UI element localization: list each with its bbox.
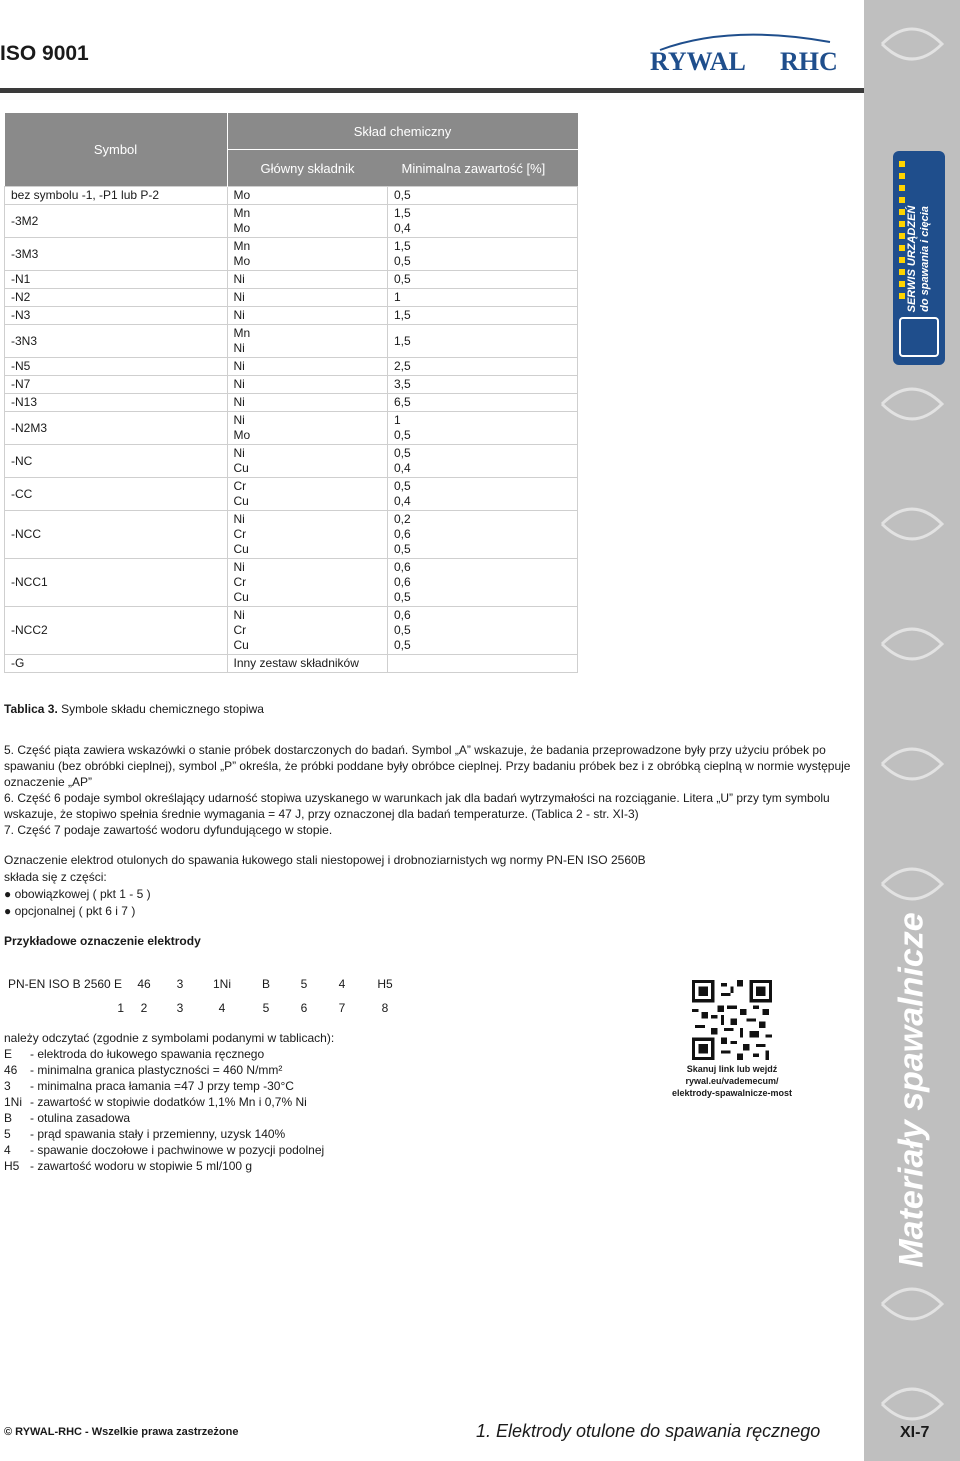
- service-badge: [893, 151, 945, 365]
- designation-number: 7: [338, 1001, 346, 1015]
- legend-value: - zawartość wodoru w stopiwie 5 ml/100 g: [30, 1159, 253, 1173]
- cell-symbol: -CC: [5, 478, 228, 511]
- cell-main: [227, 559, 388, 607]
- badge-line-1: SERWIS URZĄDZEŃ: [906, 205, 918, 313]
- cell-symbol: -G: [5, 655, 228, 673]
- cell-symbol: -NCC: [5, 511, 228, 559]
- cell-main-line: Mn: [233, 239, 251, 253]
- cell-main-line: Ni: [233, 413, 245, 427]
- cell-symbol: -NC: [5, 445, 228, 478]
- cell-min: [388, 271, 578, 289]
- cell-main-line: Ni: [233, 308, 245, 322]
- cell-min-line: 0,5: [394, 254, 411, 268]
- designation-part: 4: [338, 977, 346, 991]
- legend-item: [4, 1046, 324, 1062]
- legend-item: [4, 1062, 324, 1078]
- intro-line: składa się z części:: [4, 870, 107, 884]
- legend-value: - minimalna granica plastyczności = 460 N/mm²: [30, 1063, 283, 1077]
- qr-caption-line[interactable]: rywal.eu/vademecum/: [685, 1076, 779, 1086]
- cell-main-line: Cu: [233, 461, 249, 475]
- qr-caption-line[interactable]: elektrody-spawalnicze-most: [671, 1088, 793, 1098]
- cell-main-line: Cu: [233, 542, 249, 556]
- header-band: [0, 88, 864, 93]
- table-row: [5, 358, 578, 376]
- table-row: [5, 376, 578, 394]
- cell-symbol: -3N3: [5, 325, 228, 358]
- cell-main: [227, 289, 388, 307]
- cell-main: [227, 358, 388, 376]
- chemical-composition-table: [4, 113, 578, 673]
- caption-label: Tablica 3.: [4, 702, 58, 716]
- cell-main-line: Cr: [233, 575, 247, 589]
- cell-main-line: Mn: [233, 326, 251, 340]
- designation-numbers: [8, 998, 410, 1018]
- badge-line-2: do spawania i cięcia: [919, 206, 931, 312]
- cell-main: [227, 238, 388, 271]
- legend-key: 4: [4, 1143, 11, 1157]
- cell-main-line: Ni: [233, 290, 245, 304]
- cell-min: [388, 559, 578, 607]
- table-row: [5, 511, 578, 559]
- cell-main: [227, 607, 388, 655]
- cell-main-line: Inny zestaw składników: [233, 656, 359, 670]
- cell-main-line: Cr: [233, 479, 247, 493]
- cell-main-line: Cr: [233, 527, 247, 541]
- cell-min-line: 2,5: [394, 359, 411, 373]
- cell-main: [227, 205, 388, 238]
- cell-min-line: 0,5: [394, 623, 411, 637]
- example-heading: Przykładowe oznaczenie elektrody: [4, 934, 201, 948]
- cell-min: [388, 478, 578, 511]
- designation-number: 1: [117, 1001, 124, 1015]
- table-row: [5, 559, 578, 607]
- cell-min-line: 1: [394, 413, 401, 427]
- table-row: [5, 607, 578, 655]
- col-header-min: Minimalna zawartość [%]: [388, 150, 578, 187]
- cell-min-line: 0,6: [394, 575, 411, 589]
- cell-symbol: -3M3: [5, 238, 228, 271]
- cell-min: [388, 187, 578, 205]
- table-row: [5, 478, 578, 511]
- table-row: [5, 187, 578, 205]
- designation-number: 5: [262, 1001, 270, 1015]
- table-row: [5, 394, 578, 412]
- cell-min-line: 0,6: [394, 527, 411, 541]
- cell-min-line: 0,5: [394, 479, 411, 493]
- table-row: [5, 325, 578, 358]
- cell-main-line: Cu: [233, 638, 249, 652]
- rywal-rhc-logo: [640, 28, 860, 88]
- designation-part: 1Ni: [212, 977, 231, 991]
- cell-min-line: 1,5: [394, 239, 411, 253]
- legend-value: - prąd spawania stały i przemienny, uzysk 140%: [30, 1127, 286, 1141]
- table-row: [5, 289, 578, 307]
- cell-min-line: 0,4: [394, 494, 411, 508]
- table-body: [5, 187, 578, 673]
- table-row: [5, 412, 578, 445]
- page-number: XI-7: [900, 1424, 930, 1441]
- cell-symbol: -N5: [5, 358, 228, 376]
- cell-min: [388, 376, 578, 394]
- designation-number: 4: [218, 1001, 226, 1015]
- logo-text-rhc: RHC: [780, 47, 838, 76]
- designation-example: [8, 974, 410, 1022]
- cell-min-line: 0,5: [394, 446, 411, 460]
- cell-min-line: 0,5: [394, 188, 411, 202]
- vertical-title: Materiały spawalnicze: [892, 912, 931, 1268]
- legend-key: 46: [4, 1063, 18, 1077]
- cell-symbol: -N2M3: [5, 412, 228, 445]
- designation-part: 5: [300, 977, 308, 991]
- table-row: [5, 445, 578, 478]
- cell-main: [227, 412, 388, 445]
- cell-main-line: Mo: [233, 221, 251, 235]
- table-row: [5, 238, 578, 271]
- cell-min-line: 0,5: [394, 590, 411, 604]
- legend-value: - otulina zasadowa: [30, 1111, 131, 1125]
- cell-symbol: -N13: [5, 394, 228, 412]
- cell-min-line: 6,5: [394, 395, 411, 409]
- cell-main-line: Ni: [233, 341, 245, 355]
- cell-main: [227, 376, 388, 394]
- cell-min-line: 1,5: [394, 333, 411, 348]
- cell-main-line: Ni: [233, 446, 245, 460]
- table-caption: [4, 702, 264, 716]
- cell-min-line: 0,2: [394, 512, 411, 526]
- intro-bullet: ● opcjonalnej ( pkt 6 i 7 ): [4, 904, 136, 918]
- cell-min: [388, 325, 578, 358]
- legend-key: H5: [4, 1159, 20, 1173]
- cell-symbol: -NCC1: [5, 559, 228, 607]
- legend-key: 3: [4, 1079, 11, 1093]
- cell-min-line: 0,5: [394, 428, 411, 442]
- cell-min: [388, 511, 578, 559]
- designation-part: PN-EN ISO B 2560 E: [8, 977, 123, 991]
- cell-symbol: -N3: [5, 307, 228, 325]
- cell-min-line: 3,5: [394, 377, 411, 391]
- legend-item: [4, 1126, 324, 1142]
- cell-symbol: -3M2: [5, 205, 228, 238]
- legend-value: - spawanie doczołowe i pachwinowe w pozycji podolnej: [30, 1143, 325, 1157]
- cell-min: [388, 394, 578, 412]
- cell-main-line: Cu: [233, 494, 249, 508]
- cell-main: [227, 325, 388, 358]
- cell-main: [227, 445, 388, 478]
- legend-key: 5: [4, 1127, 11, 1141]
- notes: [4, 742, 856, 838]
- cell-min: [388, 205, 578, 238]
- cell-min: [388, 289, 578, 307]
- logo-text-rywal: RYWAL: [650, 47, 746, 76]
- cell-main: [227, 271, 388, 289]
- cell-main: [227, 511, 388, 559]
- table-row: [5, 307, 578, 325]
- cell-min: [388, 238, 578, 271]
- note-7: 7. Część 7 podaje zawartość wodoru dyfundującego w stopie.: [4, 823, 333, 837]
- designation-part: B: [261, 977, 270, 991]
- designation-number: 6: [300, 1001, 308, 1015]
- cell-main-line: Ni: [233, 377, 245, 391]
- legend-item: [4, 1142, 324, 1158]
- legend-value: - zawartość w stopiwie dodatków 1,1% Mn i 0,7% Ni: [30, 1095, 307, 1109]
- qr-caption: [662, 1063, 802, 1099]
- cell-min: [388, 655, 578, 673]
- cell-min: [388, 412, 578, 445]
- legend-key: B: [4, 1111, 13, 1125]
- intro-bullet: ● obowiązkowej ( pkt 1 - 5 ): [4, 887, 151, 901]
- cell-main-line: Mn: [233, 206, 251, 220]
- legend-item: [4, 1110, 324, 1126]
- cell-main-line: Ni: [233, 272, 245, 286]
- cell-min-line: 0,6: [394, 608, 411, 622]
- caption-text: Symbole składu chemicznego stopiwa: [57, 702, 264, 716]
- cell-min-line: 0,6: [394, 560, 411, 574]
- cell-min-line: 0,4: [394, 221, 411, 235]
- cell-symbol: -NCC2: [5, 607, 228, 655]
- legend-key: 1Ni: [4, 1095, 23, 1109]
- cell-main-line: Mo: [233, 428, 251, 442]
- intro: [4, 852, 784, 920]
- cell-min-line: 0,4: [394, 461, 411, 475]
- footer-section-title: 1. Elektrody otulone do spawania ręcznego: [476, 1421, 821, 1441]
- cell-min-line: 0,5: [394, 272, 411, 286]
- cell-min: [388, 358, 578, 376]
- cell-main: [227, 655, 388, 673]
- cell-symbol: -N2: [5, 289, 228, 307]
- cell-main-line: Mo: [233, 254, 251, 268]
- designation-number: 8: [381, 1001, 389, 1015]
- cell-main-line: Ni: [233, 395, 245, 409]
- designation-part: H5: [377, 977, 393, 991]
- welder-icon: [899, 317, 939, 357]
- cell-main: [227, 307, 388, 325]
- table-row: [5, 205, 578, 238]
- intro-line: Oznaczenie elektrod otulonych do spawania łukowego stali niestopowej i drobnoziarnistych wg normy PN-EN ISO 2560B: [4, 853, 646, 867]
- cell-symbol: -N1: [5, 271, 228, 289]
- cell-main: [227, 187, 388, 205]
- designation-number: 3: [176, 1001, 184, 1015]
- note-5: 5. Część piąta zawiera wskazówki o stanie próbek dostarczonych do badań. Symbol „A” wskazuje, że badania przeprowadzone były przy użyciu próbek po spawaniu (bez obróbki cieplnej), symbol „P” określa, że próbki poddane były obróbce cieplnej. Przy badaniu próbek bez i z obróbką cieplną w normie występuje oznaczenie „AP”: [4, 743, 851, 789]
- legend-table: [4, 1046, 324, 1174]
- cell-min-line: 1: [394, 290, 401, 304]
- legend-value: - minimalna praca łamania =47 J przy temp -30°C: [30, 1079, 294, 1093]
- legend-value: - elektroda do łukowego spawania ręcznego: [30, 1047, 265, 1061]
- cell-main: [227, 394, 388, 412]
- cell-main-line: Mo: [233, 188, 251, 202]
- table-row: [5, 271, 578, 289]
- cell-main-line: Cr: [233, 623, 247, 637]
- cell-min-line: 1,5: [394, 206, 411, 220]
- cell-symbol: bez symbolu -1, -P1 lub P-2: [5, 187, 228, 205]
- cell-min: [388, 307, 578, 325]
- cell-main: [227, 478, 388, 511]
- footer-copyright: © RYWAL-RHC - Wszelkie prawa zastrzeżone: [4, 1426, 239, 1438]
- cell-main-line: Ni: [233, 512, 245, 526]
- legend-item: [4, 1158, 324, 1174]
- qr-code-icon[interactable]: [692, 980, 772, 1060]
- cell-min-line: 1,5: [394, 308, 411, 322]
- cell-main-line: Ni: [233, 560, 245, 574]
- note-6: 6. Część 6 podaje symbol określający udarność stopiwa uzyskanego w warunkach jak dla badań wytrzymałości na rozciąganie. Litera „U” przy tym symbolu wskazuje, że stopiwo spełnia średnie wymagania = 47 J, przy oznaczonej dla badań temperaturze. (Tablica 2 - str. XI-3): [4, 791, 830, 821]
- cell-min: [388, 445, 578, 478]
- cell-min-line: 0,5: [394, 638, 411, 652]
- legend-intro: należy odczytać (zgodnie z symbolami podanymi w tablicach):: [4, 1031, 335, 1045]
- badge-text: [906, 206, 932, 313]
- designation-number: 2: [140, 1001, 148, 1015]
- col-header-group: Skład chemiczny: [227, 113, 578, 150]
- table-row: [5, 655, 578, 673]
- designation-parts: [8, 974, 410, 994]
- designation-legend: [4, 1030, 334, 1174]
- col-header-symbol: Symbol: [5, 113, 228, 187]
- col-header-main: Główny składnik: [227, 150, 388, 187]
- legend-item: [4, 1078, 324, 1094]
- cell-min: [388, 607, 578, 655]
- cell-main-line: Ni: [233, 359, 245, 373]
- qr-caption-line: Skanuj link lub wejdź: [686, 1064, 778, 1074]
- designation-part: 46: [137, 977, 151, 991]
- badge-dots: [899, 161, 905, 301]
- page-title: ISO 9001: [0, 42, 89, 65]
- cell-main-line: Ni: [233, 608, 245, 622]
- cell-min-line: 0,5: [394, 542, 411, 556]
- legend-item: [4, 1094, 324, 1110]
- legend-key: E: [4, 1047, 13, 1061]
- cell-main-line: Cu: [233, 590, 249, 604]
- cell-symbol: -N7: [5, 376, 228, 394]
- designation-part: 3: [176, 977, 184, 991]
